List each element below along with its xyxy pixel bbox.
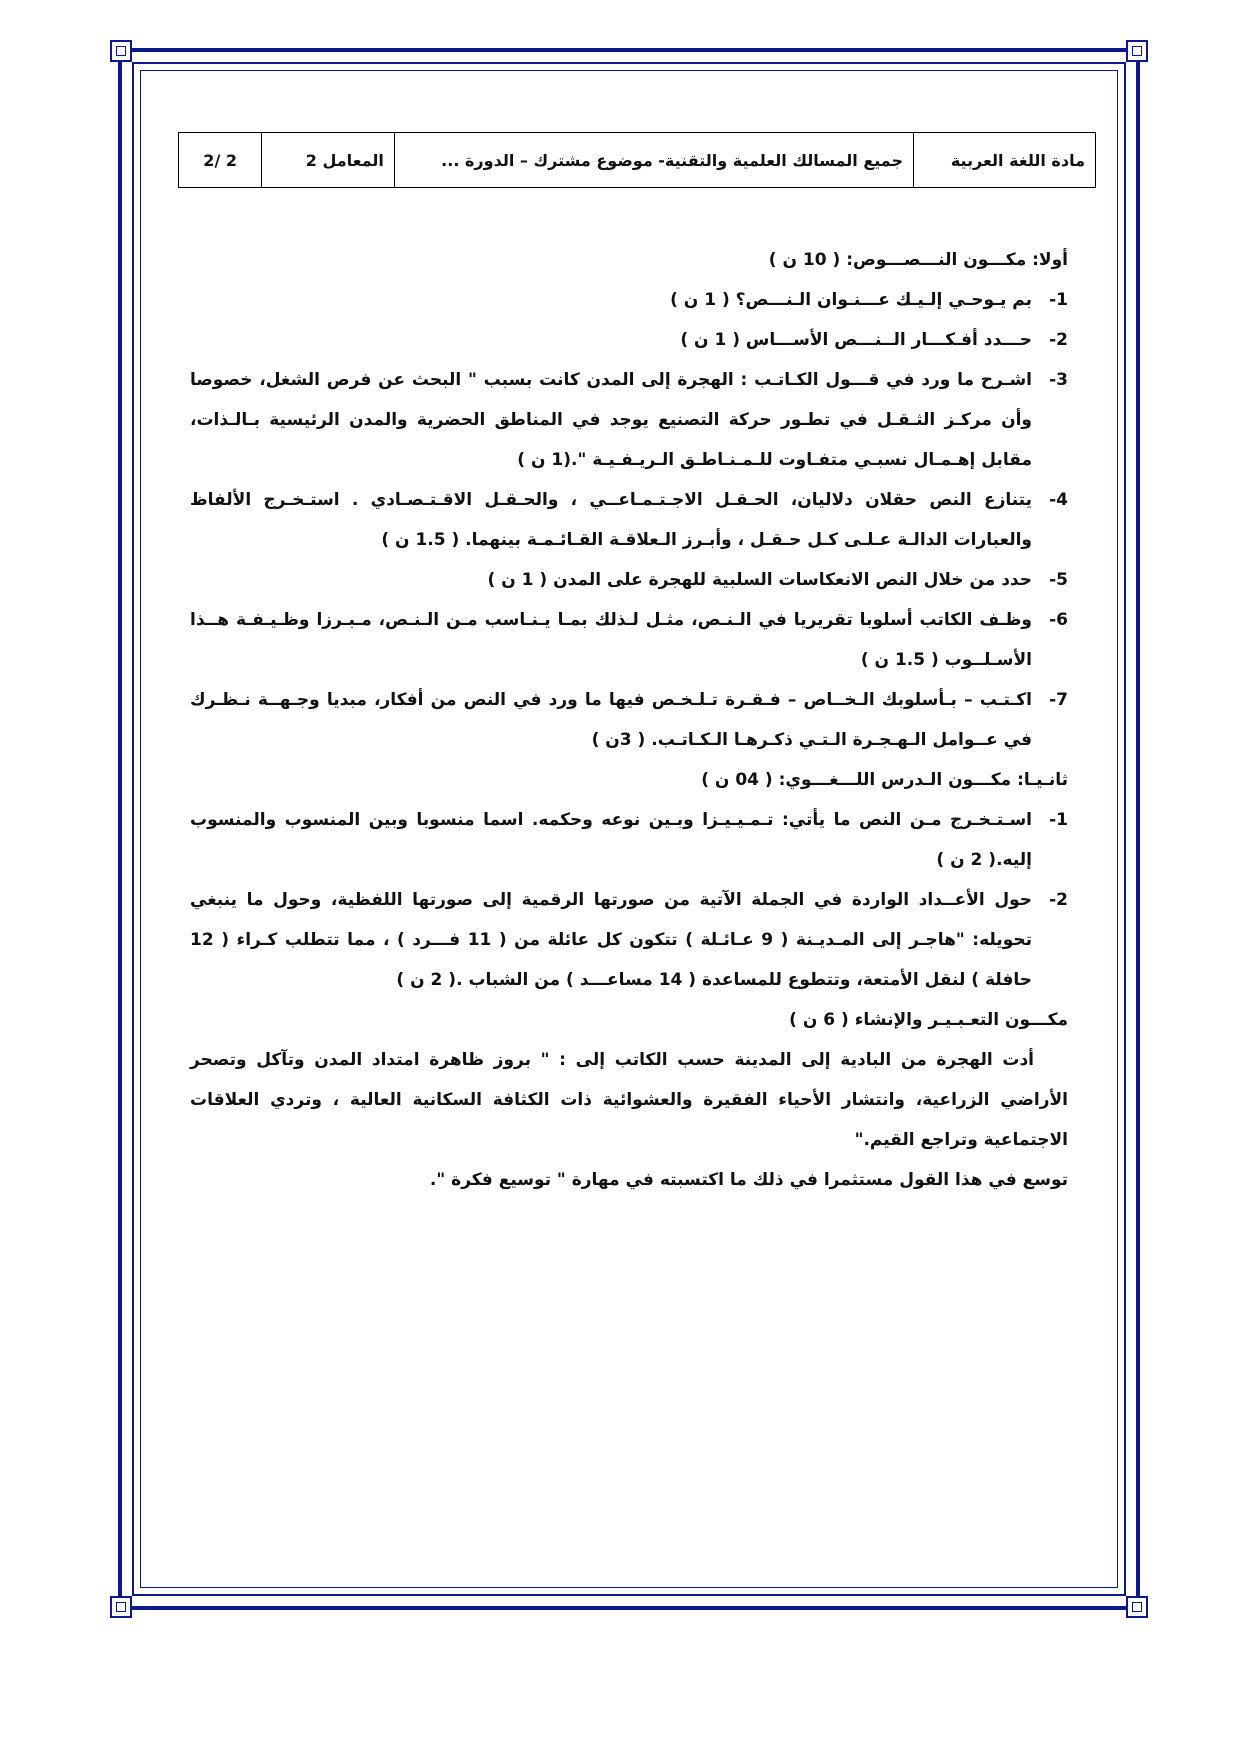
question-item <box>190 800 1068 880</box>
question-text: حول الأعــداد الواردة في الجملة الآتية من صورتها الرقمية إلى صورتها اللفظية، وحول ما ينبغي تحويله: "هاجـر إلى المـديـنة ( 9 عـائـلة ) تتكون كل عائلة من ( 11 فـــرد ) ، مما تتطلب كـراء ( 12 حافلة ) لنقل الأمتعة، وتتطوع للمساعدة ( 14 مساعـــد ) من الشباب .( 2 ن ) <box>190 890 1033 990</box>
writing-task: توسع في هذا القول مستثمرا في ذلك ما اكتسبته في مهارة " توسيع فكرة ". <box>429 1170 1068 1190</box>
question-item <box>190 880 1068 1000</box>
exam-header-table <box>178 132 1096 188</box>
section-writing-title: مكـــون التعـبـيـر والإنشاء ( 6 ن ) <box>789 1010 1068 1030</box>
question-text: اكـتـب – بـأسلوبك الـخــاص – فـقـرة تـلـخـص فيها ما ورد في النص من أفكار، مبديا وجـهــة نـظـرك في عــوامل الـهـجـرة الـتـي ذكـرهـا الـكـاتـب. ( 3ن ) <box>190 690 1032 750</box>
header-track: جميع المسالك العلمية والتقنية- موضوع مشترك – الدورة ... <box>394 133 913 188</box>
border-corner-ornament <box>1126 1596 1148 1618</box>
question-item <box>190 280 1068 320</box>
question-number: 2- <box>1049 890 1068 910</box>
question-number: 1- <box>1049 810 1068 830</box>
question-text: اشـرح ما ورد في قـــول الكـاتـب : الهجرة إلى المدن كانت بسبب " البحث عن فرص الشغل، خصوصا وأن مركـز الثـقـل في تطـور حركة التصنيع يوجد في المناطق الحضرية والمدن الرئيسية بـالـذات، مقابل إهـمـال نسبـي متفـاوت للـمـنـاطـق الـريـفـيـة ".(1 ن ) <box>190 370 1032 470</box>
question-number: 4- <box>1049 490 1068 510</box>
question-text: بم يـوحـي إلـيـك عـــنـوان الـنـــص؟ ( 1 ن ) <box>670 290 1032 310</box>
header-page-number: 2 /2 <box>179 133 262 188</box>
question-item <box>190 360 1068 480</box>
header-coefficient: المعامل 2 <box>262 133 395 188</box>
writing-prompt-quote: أدت الهجرة من البادية إلى المدينة حسب الكاتب إلى : " بروز ظاهرة امتداد المدن وتآكل وتصحر الأراضي الزراعية، وانتشار الأحياء الفقيرة والعشوائية ذات الكثافة السكانية العالية ، وتردي العلاقات الاجتماعية وتراجع القيم." <box>190 1050 1068 1150</box>
header-row <box>179 133 1096 188</box>
question-item <box>190 600 1068 680</box>
question-item <box>190 320 1068 360</box>
question-number: 7- <box>1049 690 1068 710</box>
question-number: 3- <box>1049 370 1068 390</box>
question-number: 1- <box>1049 290 1068 310</box>
section-language-title: ثانـيـا: مكـــون الـدرس اللـــغـــوي: ( 04 ن ) <box>701 770 1068 790</box>
question-text: يتنازع النص حقلان دلاليان، الحـقـل الاجـتـمـاعــي ، والحـقـل الاقـتـصـادي . استـخـرج الألفاظ والعبارات الدالـة عـلـى كـل حـقـل ، وأبـرز الـعلاقـة القـائـمـة بينهما. ( 1.5 ن ) <box>190 490 1032 550</box>
border-corner-ornament <box>110 40 132 62</box>
section-texts-title: أولا: مكـــون النـــصـــوص: ( 10 ن ) <box>768 250 1068 270</box>
question-number: 2- <box>1049 330 1068 350</box>
header-subject: مادة اللغة العربية <box>914 133 1096 188</box>
border-corner-ornament <box>110 1596 132 1618</box>
exam-content <box>190 240 1068 1200</box>
question-item <box>190 560 1068 600</box>
question-text: وظـف الكاتب أسلوبا تقريريا في الـنـص، مثـل لـذلك بمـا يـنـاسب مـن الـنـص، مـبـرزا وظـيـفـة هــذا الأسـلــوب ( 1.5 ن ) <box>190 610 1032 670</box>
question-item <box>190 680 1068 760</box>
question-text: حدد من خلال النص الانعكاسات السلبية للهجرة على المدن ( 1 ن ) <box>487 570 1032 590</box>
question-number: 6- <box>1049 610 1068 630</box>
border-corner-ornament <box>1126 40 1148 62</box>
question-text: حـــدد أفـكـــار الــنـــص الأســـاس ( 1 ن ) <box>680 330 1032 350</box>
question-item <box>190 480 1068 560</box>
question-number: 5- <box>1049 570 1068 590</box>
question-text: اسـتـخـرج مـن النص ما يأتي: تـمـيـيـزا وبـين نوعه وحكمه. اسما منسوبا وبين المنسوب والمنسوب إليه.( 2 ن ) <box>190 810 1032 870</box>
